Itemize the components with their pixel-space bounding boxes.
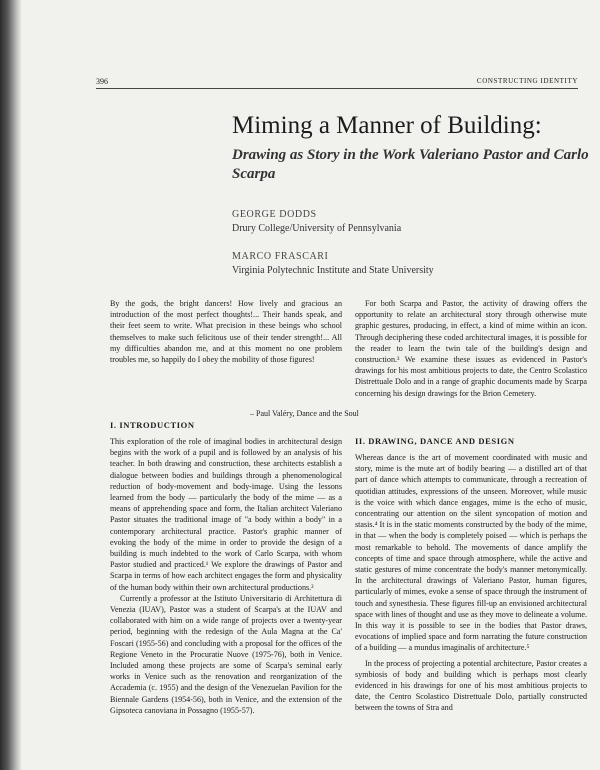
right-column-top (355, 298, 587, 399)
author-affiliation: Virginia Polytechnic Institute and State University (232, 265, 434, 276)
epigraph-text: By the gods, the bright dancers! How lively and gracious an introduction of the most perfect thoughts!... Their hands speak, and their feet seem to write. What precision in these beings who school themselves to make such felicitous use of their tender strength!... All my difficulties abandon me, and at this moment no one problem troubles me, so happily do I obey the mobility of those figures! (110, 299, 342, 365)
running-head: CONSTRUCTING IDENTITY (476, 77, 578, 85)
scan-shadow (0, 0, 22, 770)
right-column-body (355, 452, 587, 714)
article-title: Miming a Manner of Building: (232, 112, 542, 139)
body-paragraph: For both Scarpa and Pastor, the activity of drawing offers the opportunity to relate an architectural story through otherwise mute graphic gestures, producing, in effect, a kind of mime within an icon. Through deciphering these coded architectural images, it is possible for the reader to learn the twin tale of the building's design and construction.³ We examine these issues as evidenced in Pastor's drawings for his most ambitious projects to date, the Centro Scolastico Distrettuale Dolo and in a range of graphic documents made by Scarpa concerning his design drawings for the Brion Cemetery. (355, 299, 587, 398)
article-subtitle: Drawing as Story in the Work Valeriano Pastor and Carlo Scarpa (232, 147, 589, 182)
left-column-body (110, 436, 342, 716)
body-paragraph: This exploration of the role of imaginal bodies in architectural design begins with the work of a pupil and is followed by an analysis of his teacher. In both drawing and construction, these architects establish a dialogue between bodies and buildings through a phenomenological reduction of body-movement and body-image. Using the lessons learned from the body — particularly the body of the mime — as a means of apprehending space and form, the Italian architect Valeriano Pastor situates the traditional image of "a body within a body" in a contemporary architectural practice. Pastor's graphic manner of evoking the body of the mime in order to provide the design of a building is much indebted to the work of Carlo Scarpa, with whom Pastor studied and practiced.¹ We explore the drawings of Pastor and Scarpa in terms of how each architect engages the form and physicality of the human body within their own architectural productions.² (110, 437, 342, 592)
page-number: 396 (96, 77, 108, 86)
section-heading-introduction: I. INTRODUCTION (110, 420, 195, 430)
body-paragraph: Whereas dance is the art of movement coordinated with music and story, mime is the mute art of bodily bearing — a distilled art of that part of dance which attempts to communicate, through a recreation of quotidian attitudes, expressions of the unseen. Moreover, while music is the voice with which dance engages, mime is the echo of music, concentrating our attention on the silent syncopation of motion and stasis.⁴ It is in the static moments constructed by the body of the mime, in that — when the body is completely poised — which is perhaps the most remarkable to behold. The movements of dance amplify the concepts of time and space through atmosphere, while the active and static gestures of mime concentrate the body's manner metonymically. In the architectural drawings of Valeriano Pastor, human figures, particularly of mimes, evoke a sense of space through the instrument of touch and synesthesia. These figures fill-up an envisioned architectural space with lines of thought and use as they move to delineate a volume. In this way it is possible to see in the bodies that Pastor draws, evocations of implied space and form narrating the future construction of a building — a mundus imaginalis of architecture.⁵ (355, 453, 587, 653)
body-paragraph: Currently a professor at the Istituto Universitario di Architettura di Venezia (IUAV), Pastor was a student of Scarpa's at the IUAV and collaborated with him on a wide range of projects over a twenty-year period, beginning with the redesign of the Aula Magna at the Ca' Foscari (1955-56) and concluding with a proposal for the offices of the Regione Veneto in the Procuratie Nuove (1975-76), both in Venice. Included among these projects are some of Scarpa's seminal early works in Venice such as the renovation and reorganization of the Accademia (c. 1955) and the design of the Venezuelan Pavilion for the Biennale Gardens (1954-56), both in Venice, and the extension of the Gipsoteca canoviana in Possagno (1955-57). (110, 593, 342, 715)
header-rule (96, 88, 578, 89)
author-affiliation: Drury College/University of Pennsylvania (232, 223, 402, 234)
author-name: MARCO FRASCARI (232, 251, 329, 262)
body-paragraph: In the process of projecting a potential architecture, Pastor creates a symbiosis of body and building which is perhaps most clearly evidenced in his drawings for one of his most ambitious projects to date, the Centro Scolastico Distrettuale Dolo, partially constructed between the towns of Stra and (355, 658, 587, 713)
epigraph (110, 298, 342, 365)
epigraph-attribution: – Paul Valéry, Dance and the Soul (250, 409, 359, 418)
section-heading-drawing: II. DRAWING, DANCE AND DESIGN (355, 436, 515, 446)
author-name: GEORGE DODDS (232, 209, 317, 220)
